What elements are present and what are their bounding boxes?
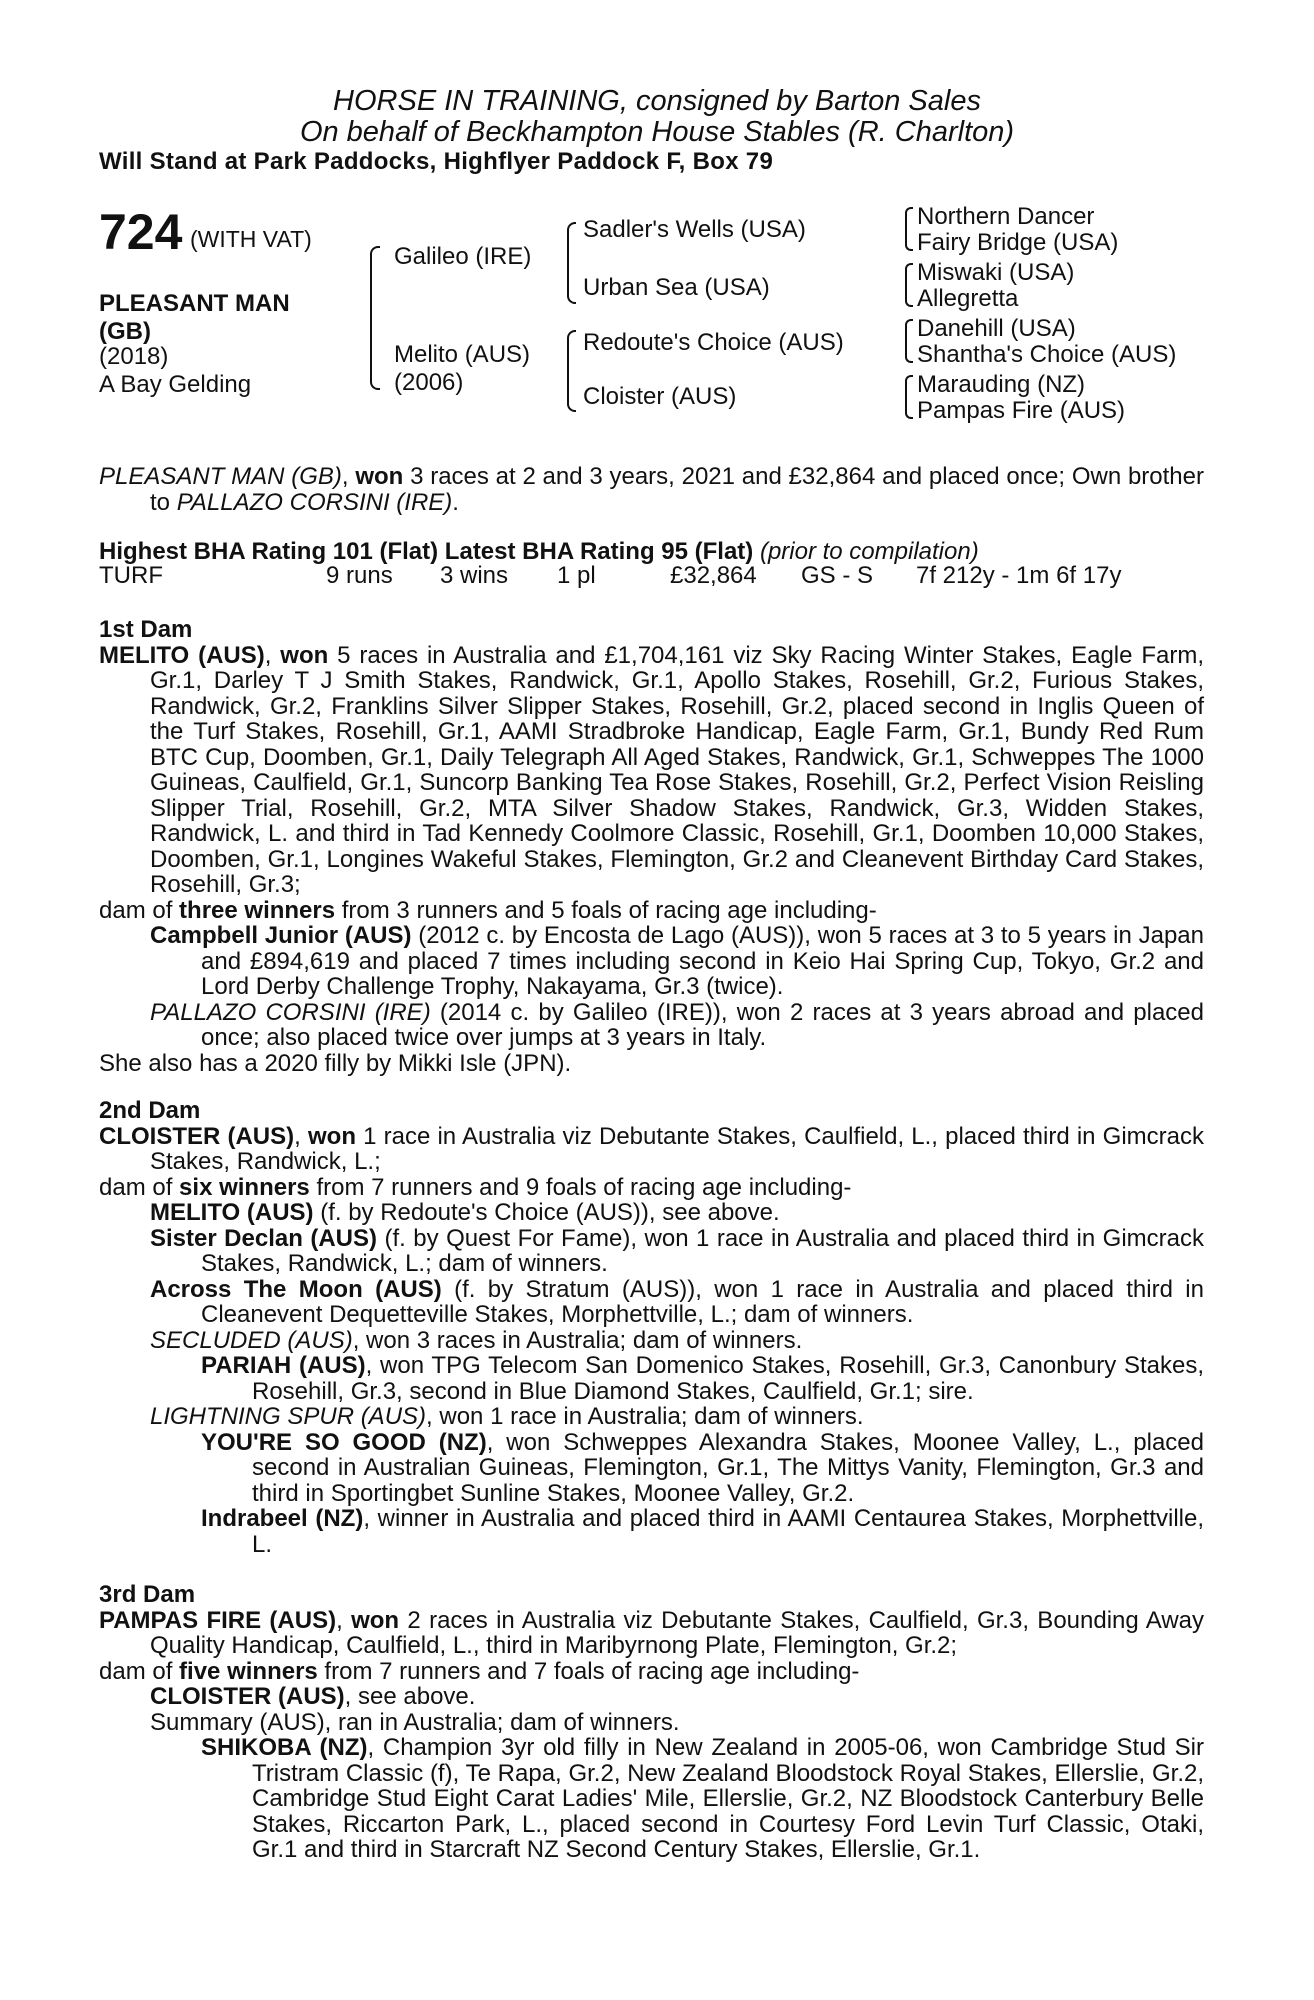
second-dam-name: CLOISTER (AUS) [99, 1122, 295, 1150]
third-dam-record: 2 races in Australia viz Debutante Stakes, Caulfield, Gr.3, Bounding Away Quality Handicap, Caulfield, L., third in Maribyrnong Plate, Flemington, Gr.2; [150, 1606, 1204, 1659]
second-dam-child-5-name: LIGHTNING SPUR (AUS) [150, 1403, 427, 1430]
pedigree-dds: Marauding (NZ) [917, 371, 1086, 398]
third-dam-name: PAMPAS FIRE (AUS) [99, 1606, 337, 1634]
second-dam-damof-post: from 7 runners and 9 foals of racing age including- [309, 1173, 852, 1201]
lot-number: 724 [99, 204, 183, 260]
pedigree-dam: Melito (AUS) [394, 341, 531, 368]
pedigree-ddd: Pampas Fire (AUS) [917, 397, 1126, 424]
horse-name: PLEASANT MAN [99, 290, 290, 317]
third-dam-title: 3rd Dam [99, 1581, 196, 1608]
second-dam-grandchild-2-name: YOU'RE SO GOOD (NZ) [201, 1428, 487, 1456]
second-dam-grandchild-2-text: , won Schweppes Alexandra Stakes, Moonee Valley, L., placed second in Australian Guineas, Flemington, Gr.1, The Mittys Vanity, Flemington, Gr.3 and third in Sportingbet Sunline Stakes, Moonee Valley, Gr.2. [252, 1428, 1205, 1507]
summary-brother: PALLAZO CORSINI (IRE) [176, 488, 453, 516]
second-dam-grandchild-1-name: PARIAH (AUS) [201, 1352, 366, 1379]
pedigree-bracket-3b [905, 263, 913, 307]
first-dam-note: She also has a 2020 filly by Mikki Isle (JPN). [99, 1049, 572, 1077]
rating-wins: 3 wins [440, 562, 509, 589]
second-dam-winners: six winners [179, 1173, 310, 1201]
third-dam-damof-pre: dam of [99, 1657, 180, 1685]
pedigree-bracket-3a [905, 207, 913, 251]
first-dam-won: won [280, 641, 329, 669]
pedigree-sds: Miswaki (USA) [917, 259, 1075, 286]
first-dam-child-1-text: (2012 c. by Encosta de Lago (AUS)), won 5 races at 3 to 5 years in Japan and £894,619 and placed 7 times including second in Keio Hai Spring Cup, Tokyo, Gr.2 and Lord Derby Challenge Trophy, Nakayama, Gr.3 (twice). [201, 922, 1204, 1000]
third-dam-section: 3rd Dam PAMPAS FIRE (AUS), won 2 races in Australia viz Debutante Stakes, Caulfield, Gr.3, Bounding Away Quality Handicap, Caulfield, L., third in Maribyrnong Plate, Flemington, Gr.2; dam of five winners from 7 runners and 7 foals of racing age including- CLOISTER (AUS), see above. Summary (AUS), ran in Australia; dam of winners. SHIKOBA (NZ), Champion 3yr old filly in New Zealand in 2005-06, won Cambridge Stud Sir Tristram Classic (f), Te Rapa, Gr.2, New Zealand Bloodstock Royal Stakes, Ellerslie, Gr.2, Cambridge Stud Eight Carat Ladies' Mile, Ellerslie, Gr.2, NZ Bloodstock Canterbury Belle Stakes, Riccarton Park, L., placed second in Courtesy Ford Levin Turf Classic, Otaki, Gr.1 and third in Starcraft NZ Second Century Stakes, Ellerslie, Gr.1. [99, 1581, 1204, 1863]
first-dam-child-2-name: PALLAZO CORSINI (IRE) [150, 998, 431, 1026]
first-dam-title: 1st Dam [99, 616, 193, 643]
pedigree-dam-dam: Cloister (AUS) [583, 383, 737, 410]
third-dam-won: won [351, 1606, 400, 1634]
first-dam-damof-pre: dam of [99, 896, 180, 924]
third-dam-grandchild-1-name: SHIKOBA (NZ) [201, 1734, 368, 1761]
first-dam-winners: three winners [179, 896, 336, 924]
second-dam-child-2-text: (f. by Quest For Fame), won 1 race in Australia and placed third in Gimcrack Stakes, Randwick, L.; dam of winners. [201, 1224, 1204, 1277]
pedigree-bracket-1 [370, 246, 380, 390]
location-line: Will Stand at Park Paddocks, Highflyer Paddock F, Box 79 [99, 148, 774, 175]
summary-won: won [355, 463, 404, 490]
first-dam-child-1-name: Campbell Junior (AUS) [150, 922, 412, 949]
second-dam-section: 2nd Dam CLOISTER (AUS), won 1 race in Australia viz Debutante Stakes, Caulfield, L., placed third in Gimcrack Stakes, Randwick, L.; dam of six winners from 7 runners and 9 foals of racing age including- MELITO (AUS) (f. by Redoute's Choice (AUS)), see above. Sister Declan (AUS) (f. by Quest For Fame), won 1 race in Australia and placed third in Gimcrack Stakes, Randwick, L.; dam of winners. Across The Moon (AUS) (f. by Stratum (AUS)), won 1 race in Australia and placed third in Cleanevent Dequetteville Stakes, Morphettville, L.; dam of winners. SECLUDED (AUS), won 3 races in Australia; dam of winners. PARIAH (AUS), won TPG Telecom San Domenico Stakes, Rosehill, Gr.3, Canonbury Stakes, Rosehill, Gr.3, second in Blue Diamond Stakes, Caulfield, Gr.1; sire. LIGHTNING SPUR (AUS), won 1 race in Australia; dam of winners. YOU'RE SO GOOD (NZ), won Schweppes Alexandra Stakes, Moonee Valley, L., placed second in Australian Guineas, Flemington, Gr.1, The Mittys Vanity, Flemington, Gr.3 and third in Sportingbet Sunline Stakes, Moonee Valley, Gr.2. Indrabeel (NZ), winner in Australia and placed third in AAMI Centaurea Stakes, Morphettville, L. [99, 1097, 1205, 1558]
first-dam-section: 1st Dam MELITO (AUS), won 5 races in Australia and £1,704,161 viz Sky Racing Winter Stakes, Eagle Farm, Gr.1, Darley T J Smith Stakes, Randwick, Gr.1, Apollo Stakes, Rosehill, Gr.2, Furious Stakes, Randwick, Gr.2, Franklins Silver Slipper Stakes, Rosehill, Gr.2, placed second in Inglis Queen of the Turf Stakes, Rosehill, Gr.1, AAMI Stradbroke Handicap, Eagle Farm, Gr.1, Bundy Red Rum BTC Cup, Doomben, Gr.1, Daily Telegraph All Aged Stakes, Randwick, Gr.1, Schweppes The 1000 Guineas, Caulfield, Gr.1, Suncorp Banking Tea Rose Stakes, Rosehill, Gr.2, Perfect Vision Reisling Slipper Trial, Rosehill, Gr.2, MTA Silver Shadow Stakes, Randwick, Gr.3, Widden Stakes, Randwick, L. and third in Tad Kennedy Coolmore Classic, Rosehill, Gr.1, Doomben 10,000 Stakes, Doomben, Gr.1, Longines Wakeful Stakes, Flemington, Gr.2 and Cleanevent Birthday Card Stakes, Rosehill, Gr.3; dam of three winners from 3 runners and 5 foals of racing age including- Campbell Junior (AUS) (2012 c. by Encosta de Lago (AUS)), won 5 races at 3 to 5 years in Japan and £894,619 and placed 7 times including second in Keio Hai Spring Cup, Tokyo, Gr.2 and Lord Derby Challenge Trophy, Nakayama, Gr.3 (twice). PALLAZO CORSINI (IRE) (2014 c. by Galileo (IRE)), won 2 races at 3 years abroad and placed once; also placed twice over jumps at 3 years in Italy. She also has a 2020 filly by Mikki Isle (JPN). [99, 616, 1205, 1077]
third-dam-child-1-text: , see above. [344, 1683, 476, 1710]
rating-label: Highest BHA Rating 101 (Flat) Latest BHA Rating 95 (Flat) [99, 538, 754, 565]
pedigree-sdd: Allegretta [917, 285, 1019, 312]
summary-name: PLEASANT MAN (GB) [99, 463, 342, 490]
pedigree-bracket-3d [905, 375, 913, 419]
pedigree-bracket-3c [905, 319, 913, 363]
horse-year: (2018) [99, 343, 169, 370]
pedigree-bracket-2b [567, 330, 576, 412]
horse-origin: (GB) [99, 318, 151, 345]
horse-summary: PLEASANT MAN (GB), won 3 races at 2 and 3 years, 2021 and £32,864 and placed once; Own brother to PALLAZO CORSINI (IRE). [99, 463, 1204, 516]
second-dam-grandchild-3-name: Indrabeel (NZ) [201, 1505, 364, 1532]
second-dam-child-2-name: Sister Declan (AUS) [150, 1224, 377, 1252]
pedigree-sire-dam: Urban Sea (USA) [583, 274, 770, 301]
second-dam-child-5-text: , won 1 race in Australia; dam of winners. [426, 1403, 864, 1430]
second-dam-damof-pre: dam of [99, 1173, 180, 1201]
rating-note: (prior to compilation) [759, 538, 979, 565]
third-dam-child-2-text: Summary (AUS), ran in Australia; dam of winners. [150, 1708, 680, 1736]
rating-runs: 9 runs [326, 562, 393, 589]
first-dam-record: 5 races in Australia and £1,704,161 viz Sky Racing Winter Stakes, Eagle Farm, Gr.1, Darley T J Smith Stakes, Randwick, Gr.1, Apollo Stakes, Rosehill, Gr.2, Furious Stakes, Randwick, Gr.2, Franklins Silver Slipper Stakes, Rosehill, Gr.2, placed second in Inglis Queen of the Turf Stakes, Rosehill, Gr.1, AAMI Stradbroke Handicap, Eagle Farm, Gr.1, Bundy Red Rum BTC Cup, Doomben, Gr.1, Daily Telegraph All Aged Stakes, Randwick, Gr.1, Schweppes The 1000 Guineas, Caulfield, Gr.1, Suncorp Banking Tea Rose Stakes, Rosehill, Gr.2, Perfect Vision Reisling Slipper Trial, Rosehill, Gr.2, MTA Silver Shadow Stakes, Randwick, Gr.3, Widden Stakes, Randwick, L. and third in Tad Kennedy Coolmore Classic, Rosehill, Gr.1, Doomben 10,000 Stakes, Doomben, Gr.1, Longines Wakeful Stakes, Flemington, Gr.2 and Cleanevent Birthday Card Stakes, Rosehill, Gr.3; [150, 641, 1205, 898]
behalf-line: On behalf of Beckhampton House Stables (R. Charlton) [299, 116, 1015, 148]
second-dam-title: 2nd Dam [99, 1097, 201, 1124]
second-dam-record: 1 race in Australia viz Debutante Stakes, Caulfield, L., placed third in Gimcrack Stakes, Randwick, L.; [150, 1122, 1205, 1175]
second-dam-child-4-name: SECLUDED (AUS) [150, 1326, 353, 1354]
summary-end: . [452, 488, 459, 516]
third-dam-child-1-name: CLOISTER (AUS) [150, 1683, 345, 1710]
summary-text: 3 races at 2 and 3 years, 2021 and £32,864 and placed once; Own brother to [150, 463, 1204, 516]
pedigree-dss: Danehill (USA) [917, 315, 1076, 342]
rating-prize: £32,864 [670, 562, 757, 589]
second-dam-child-3-text: (f. by Stratum (AUS)), won 1 race in Australia and placed third in Cleanevent Dequetteville Stakes, Morphettville, L.; dam of winners. [201, 1275, 1204, 1328]
first-dam-child-2-text: (2014 c. by Galileo (IRE)), won 2 races at 3 years abroad and placed once; also placed twice over jumps at 3 years in Italy. [201, 998, 1204, 1051]
pedigree-dam-sire: Redoute's Choice (AUS) [583, 329, 844, 356]
pedigree-dsd: Shantha's Choice (AUS) [917, 341, 1177, 368]
consignor-line: HORSE IN TRAINING, consigned by Barton Sales [333, 85, 981, 117]
second-dam-child-1-text: (f. by Redoute's Choice (AUS)), see above. [313, 1199, 780, 1226]
rating-block [99, 539, 1204, 565]
pedigree-dam-year: (2006) [394, 369, 464, 396]
pedigree-ssd: Fairy Bridge (USA) [917, 229, 1119, 256]
second-dam-child-4-text: , won 3 races in Australia; dam of winners. [352, 1326, 803, 1354]
third-dam-damof-post: from 7 runners and 7 foals of racing age including- [317, 1657, 860, 1685]
first-dam-name: MELITO (AUS) [99, 641, 265, 669]
pedigree-sire-sire: Sadler's Wells (USA) [583, 216, 806, 243]
second-dam-grandchild-1-text: , won TPG Telecom San Domenico Stakes, Rosehill, Gr.3, Canonbury Stakes, Rosehill, Gr.3, second in Blue Diamond Stakes, Caulfield, Gr.1; sire. [252, 1352, 1205, 1405]
first-dam-damof-post: from 3 runners and 5 foals of racing age including- [335, 896, 877, 924]
rating-distance: 7f 212y - 1m 6f 17y [916, 562, 1122, 589]
second-dam-won: won [307, 1122, 356, 1150]
second-dam-grandchild-3-text: , winner in Australia and placed third in AAMI Centaurea Stakes, Morphettville, L. [252, 1505, 1204, 1558]
rating-surface: TURF [99, 562, 163, 589]
rating-placed: 1 pl [557, 562, 596, 589]
pedigree-bracket-2a [567, 222, 576, 304]
pedigree-sire: Galileo (IRE) [394, 243, 532, 270]
third-dam-winners: five winners [179, 1657, 318, 1685]
horse-description: A Bay Gelding [99, 371, 252, 398]
pedigree-sss: Northern Dancer [917, 203, 1095, 230]
rating-going: GS - S [801, 562, 874, 589]
second-dam-child-3-name: Across The Moon (AUS) [150, 1275, 442, 1303]
second-dam-child-1-name: MELITO (AUS) [150, 1199, 314, 1226]
vat-note: (WITH VAT) [190, 226, 312, 252]
third-dam-grandchild-1-text: , Champion 3yr old filly in New Zealand in 2005-06, won Cambridge Stud Sir Tristram Classic (f), Te Rapa, Gr.2, New Zealand Bloodstock Royal Stakes, Ellerslie, Gr.2, Cambridge Stud Eight Carat Ladies' Mile, Ellerslie, Gr.2, NZ Bloodstock Canterbury Belle Stakes, Riccarton Park, L., placed second in Courtesy Ford Levin Turf Classic, Otaki, Gr.1 and third in Starcraft NZ Second Century Stakes, Ellerslie, Gr.1. [252, 1734, 1204, 1863]
